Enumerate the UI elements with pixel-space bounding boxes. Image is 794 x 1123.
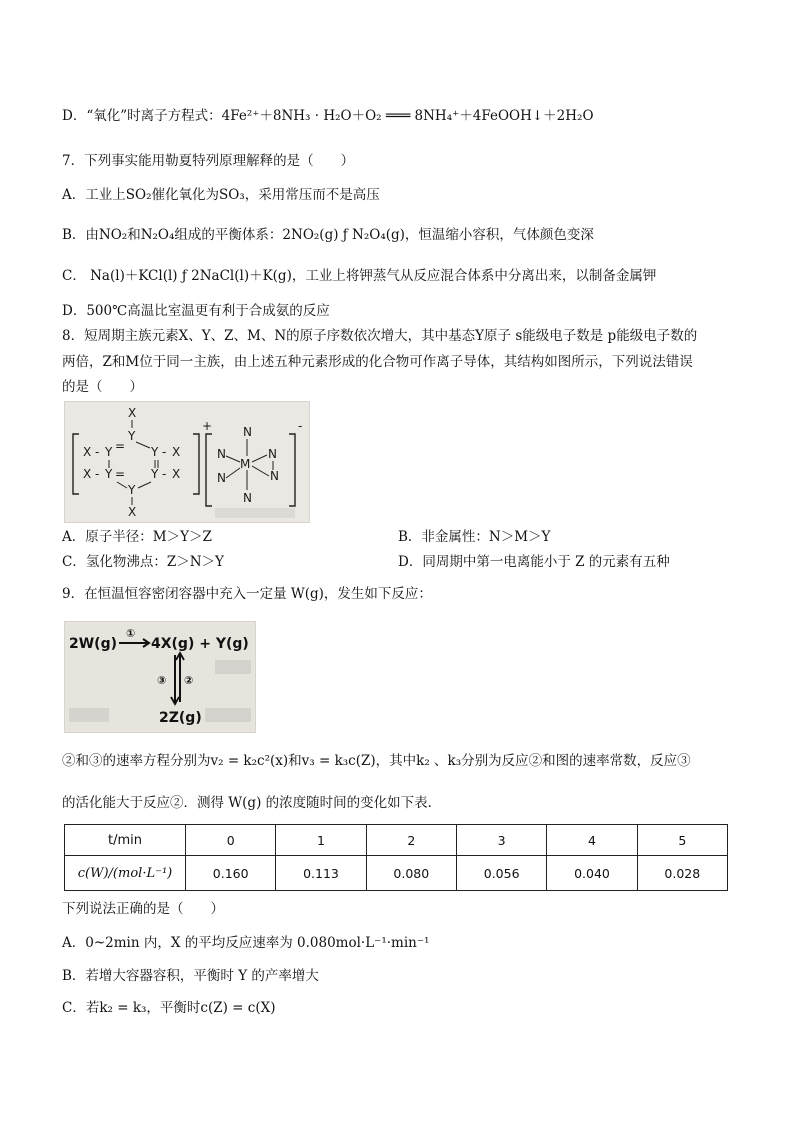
- scheme-right: 4X(g) + Y(g): [151, 636, 249, 652]
- bond-ll: -: [95, 467, 100, 481]
- q9-ask: 下列说法正确的是（ ）: [62, 901, 224, 917]
- anion-charge: -: [298, 419, 303, 433]
- table-cell-conc: 0.113: [276, 856, 366, 891]
- table-cell-time: 5: [637, 825, 727, 856]
- scheme-r2: ②: [184, 674, 194, 687]
- atom-n-bottom: N: [243, 491, 252, 505]
- atom-y-ur: Y: [151, 445, 159, 459]
- bond-ul: -: [95, 445, 100, 459]
- q9-stem: 9．在恒温恒容密闭容器中充入一定量 W(g)，发生如下反应：: [62, 586, 432, 602]
- q7-option-d: D．500℃高温比室温更有利于合成氨的反应: [62, 303, 330, 319]
- atom-y-ll: Y: [105, 467, 113, 481]
- q7-option-b: B．由NO₂和N₂O₄组成的平衡体系：2NO₂(g) ƒ N₂O₄(g)，恒温缩小容积，气体颜色变深: [62, 227, 594, 243]
- scheme-bottom: 2Z(g): [159, 710, 202, 726]
- atom-n-right1: N: [268, 447, 277, 461]
- table-row: [65, 825, 728, 856]
- atom-y-bottom: Y: [128, 483, 136, 497]
- q8-stem-line1: 8．短周期主族元素X、Y、Z、M、N的原子序数依次增大，其中基态Y原子 s能级电子数是 p能级电子数的: [62, 328, 698, 344]
- atom-x-ur: X: [172, 445, 181, 459]
- q8-option-a: A．原子半径：M＞Y＞Z: [62, 529, 212, 545]
- q8-option-c: C．氢化物沸点：Z＞N＞Y: [62, 554, 224, 570]
- atom-x-bottom: X: [128, 505, 137, 519]
- table-cell-time: 1: [276, 825, 366, 856]
- atom-n-right2: N: [270, 469, 279, 483]
- atom-x-ul: X: [83, 445, 92, 459]
- q9-option-a: A．0~2min 内，X 的平均反应速率为 0.080mol·L⁻¹·min⁻¹: [62, 935, 430, 951]
- atom-y-top: Y: [128, 429, 136, 443]
- q9-option-c: C．若k₂ = k₃，平衡时c(Z) = c(X): [62, 1000, 276, 1016]
- scheme-r1: ①: [126, 627, 136, 640]
- q8-stem-line3: 的是（ ）: [62, 379, 143, 395]
- table-cell-time: 4: [547, 825, 637, 856]
- atom-y-ul: Y: [105, 445, 113, 459]
- table-header-conc: c(W)/(mol·L⁻¹): [65, 856, 186, 891]
- q9-rate-line1: ②和③的速率方程分别为v₂ = k₂c²(x)和v₃ = k₃c(Z)，其中k₂ 、k₃分别为反应②和图的速率常数，反应③: [62, 753, 691, 769]
- q7-option-a: A．工业上SO₂催化氧化为SO₃，采用常压而不是高压: [62, 187, 380, 203]
- table-row: [65, 856, 728, 891]
- q9-reaction-scheme: [64, 621, 256, 733]
- table-cell-time: 3: [456, 825, 546, 856]
- q7-stem: 7．下列事实能用勒夏特列原理解释的是（ ）: [62, 153, 355, 169]
- cation-charge: +: [202, 419, 213, 433]
- q7-option-c: C． Na(l)＋KCl(l) ƒ 2NaCl(l)＋K(g)，工业上将钾蒸气从反应混合体系中分离出来，以制备金属钾: [62, 268, 657, 284]
- atom-n-lowleft: N: [217, 471, 226, 485]
- q8-structure-figure: [64, 401, 310, 523]
- atom-x-lr: X: [172, 467, 181, 481]
- q8-option-b: B．非金属性：N＞M＞Y: [398, 529, 551, 545]
- bond-ur: -: [162, 445, 167, 459]
- table-cell-time: 0: [186, 825, 276, 856]
- table-cell-conc: 0.056: [456, 856, 546, 891]
- scheme-r3: ③: [157, 674, 167, 687]
- atom-x-ll: X: [83, 467, 92, 481]
- atom-y-lr: Y: [151, 467, 159, 481]
- bond-dbl-ul: =: [115, 439, 126, 453]
- q6-option-d: D．“氧化”时离子方程式：4Fe²⁺＋8NH₃ · H₂O＋O₂ ═══ 8NH₄⁺＋4FeOOH↓＋2H₂O: [62, 108, 594, 124]
- bond-dbl-ll: =: [115, 467, 126, 481]
- atom-n-left: N: [217, 447, 226, 461]
- atom-x-top: X: [128, 406, 137, 420]
- atom-m: M: [240, 457, 251, 471]
- table-cell-conc: 0.040: [547, 856, 637, 891]
- q8-stem-line2: 两倍，Z和M位于同一主族，由上述五种元素形成的化合物可作离子导体，其结构如图所示，下列说法错误: [62, 354, 693, 370]
- bond-lr: -: [162, 467, 167, 481]
- atom-n-top: N: [243, 425, 252, 439]
- concentration-table: [64, 824, 728, 891]
- q9-option-b: B．若增大容器容积，平衡时 Y 的产率增大: [62, 968, 319, 984]
- table-cell-conc: 0.160: [186, 856, 276, 891]
- q9-rate-line2: 的活化能大于反应②．测得 W(g) 的浓度随时间的变化如下表．: [62, 795, 442, 811]
- table-header-time: t/min: [65, 825, 186, 856]
- table-cell-conc: 0.028: [637, 856, 727, 891]
- table-cell-conc: 0.080: [366, 856, 456, 891]
- scheme-left: 2W(g): [69, 636, 118, 652]
- q8-option-d: D．同周期中第一电离能小于 Z 的元素有五种: [398, 554, 670, 570]
- table-cell-time: 2: [366, 825, 456, 856]
